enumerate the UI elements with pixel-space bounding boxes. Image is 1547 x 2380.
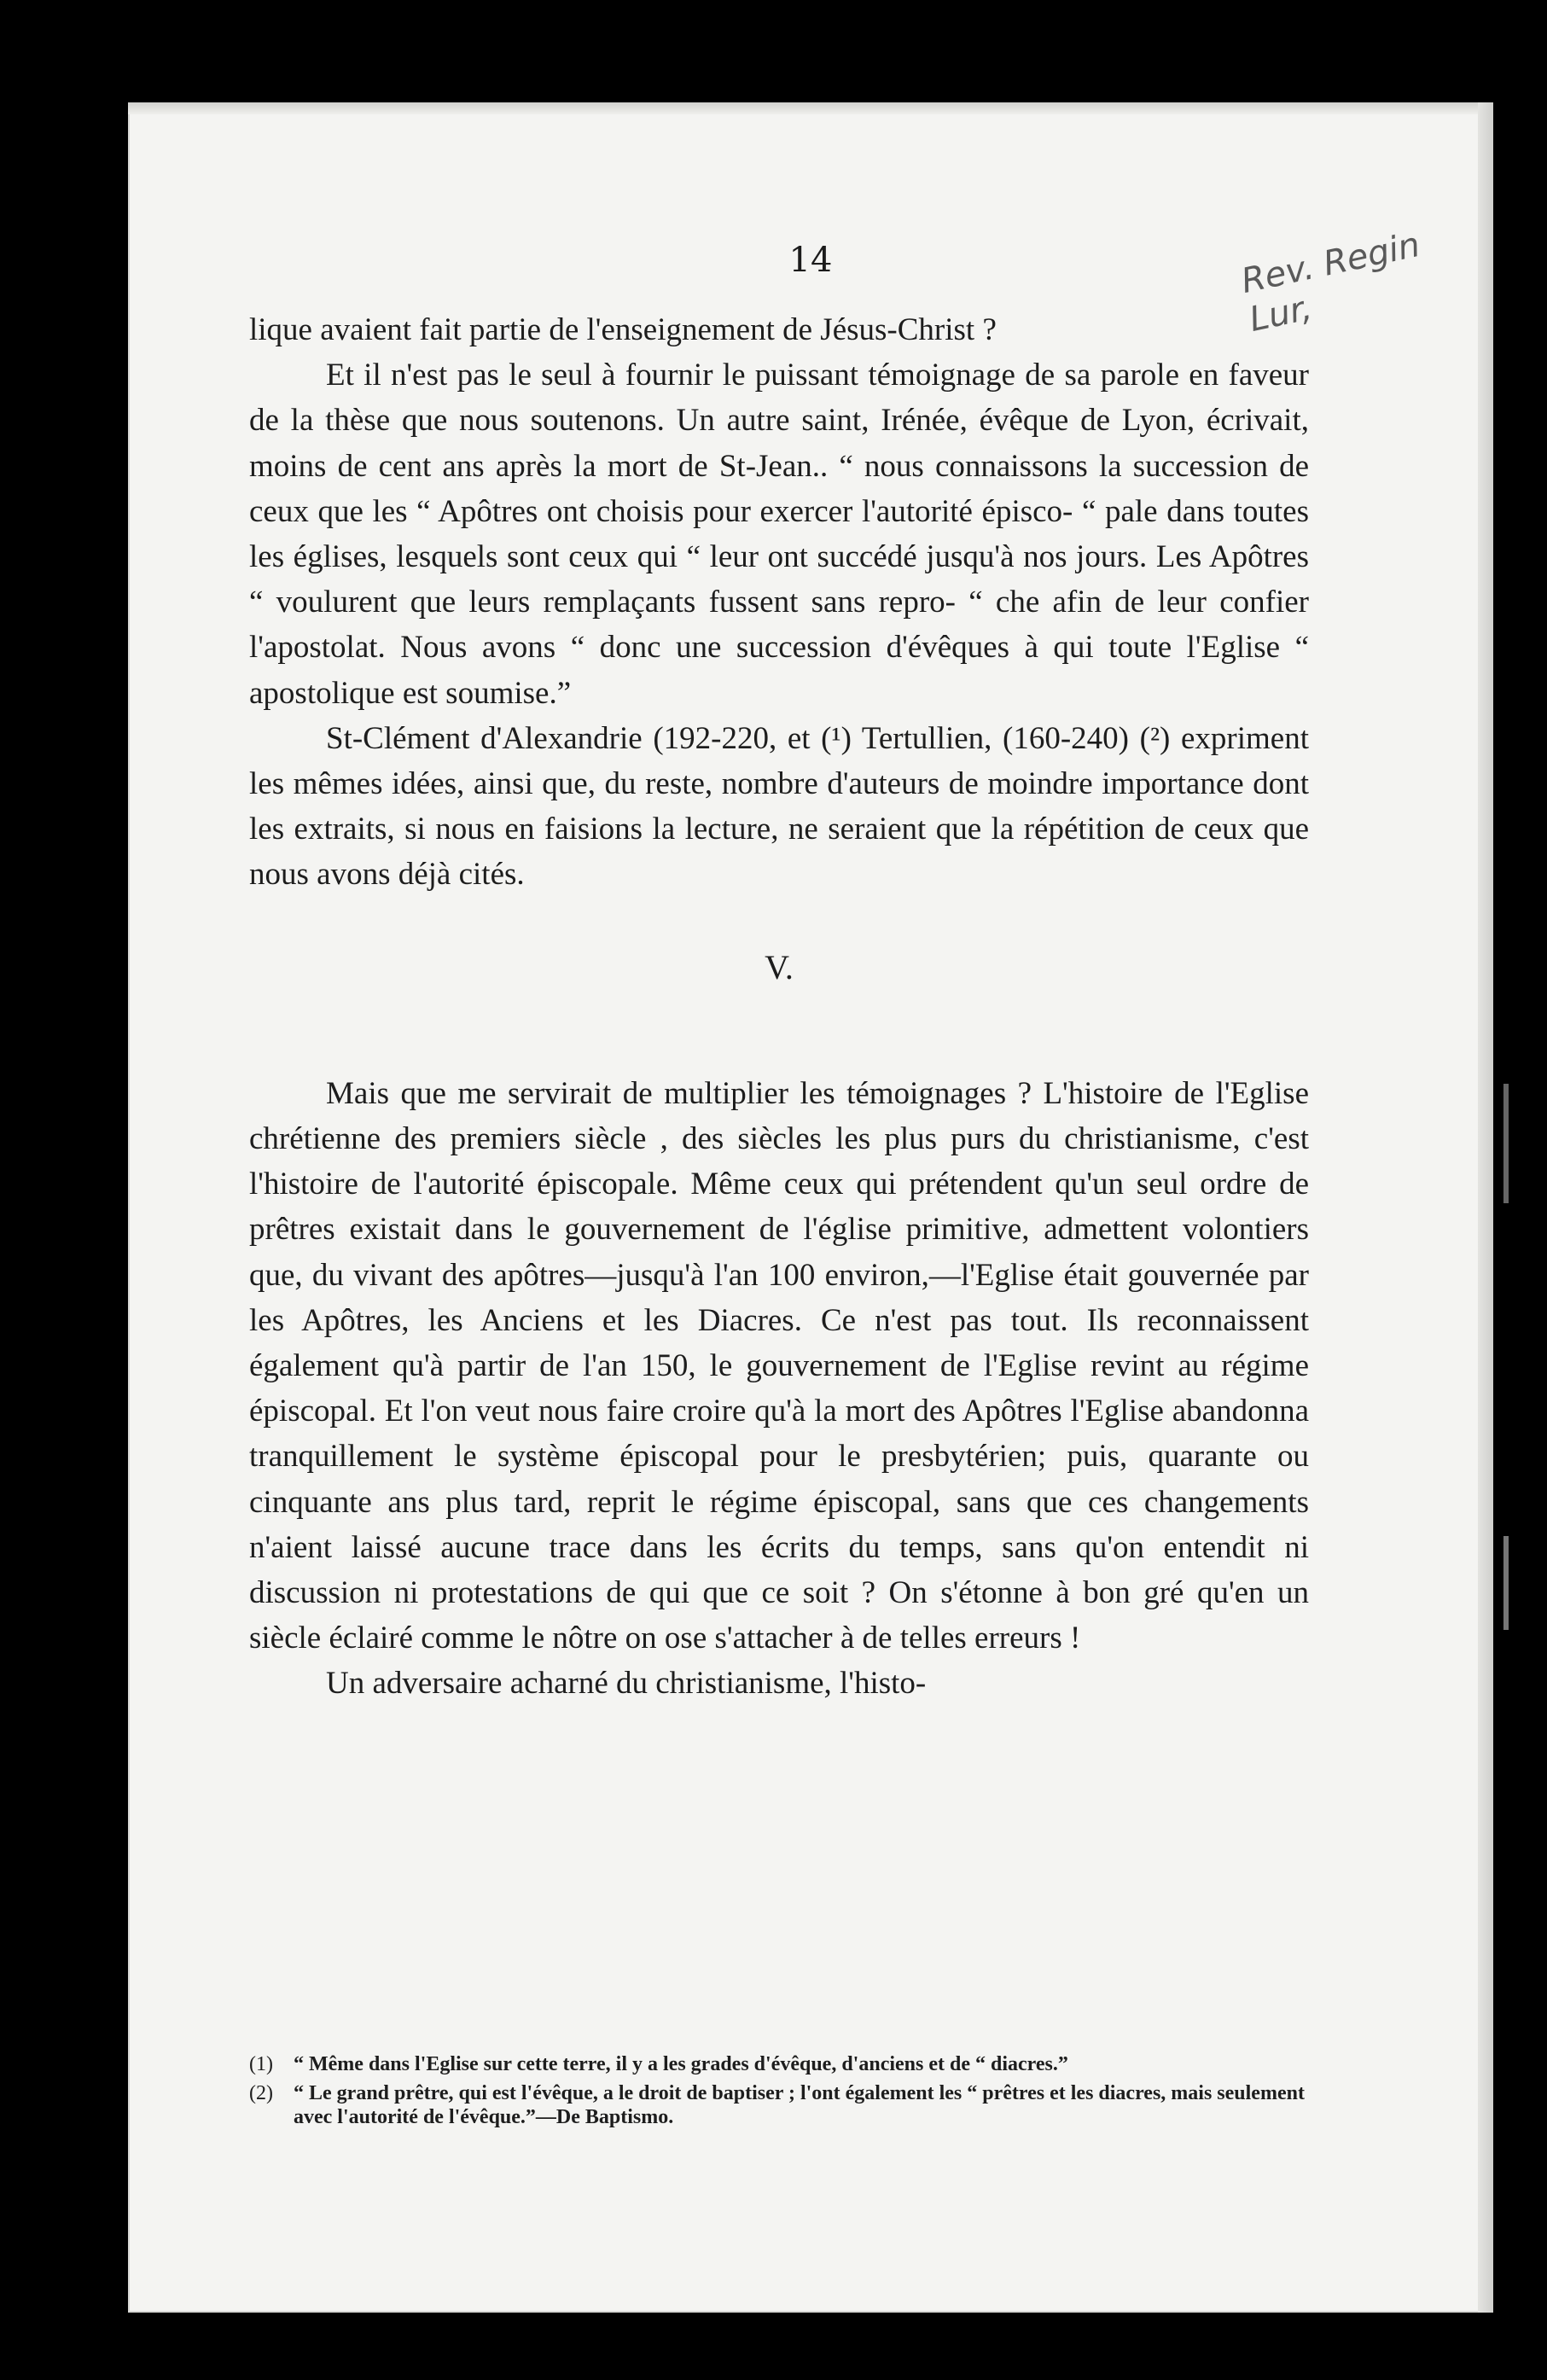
scan-artifact bbox=[1503, 1084, 1509, 1203]
footnote-marker: (1) bbox=[249, 2053, 273, 2075]
handwritten-margin-note: Rev. Regin Lur, bbox=[1237, 224, 1423, 340]
paragraph-2: Et il n'est pas le seul à fournir le puissant témoignage de sa parole en faveur de la thèse que nous soutenons. Un autre saint, Irénée, évêque de Lyon, écrivait, moins de cent ans après la mort de St-Jean.. “ nous connaissons la succession de ceux que les “ Apôtres ont choisis pour exercer l'autorité épisco- “ pale dans toutes les églises, lesquels sont ceux qui “ leur ont succédé jusqu'à nos jours. Les Apôtres “ voulurent que leurs remplaçants fussent sans repro- “ che afin de leur confier l'apostolat. Nous avons “ donc une succession d'évêques à qui toute l'Eglise “ apostolique est soumise.” bbox=[249, 358, 1309, 711]
paragraph-1: lique avaient fait partie de l'enseignement de Jésus-Christ ? bbox=[249, 312, 997, 347]
footnote bbox=[249, 2081, 1324, 2129]
page-right-edge bbox=[1478, 102, 1493, 2313]
section-heading: V. bbox=[765, 947, 794, 986]
footnote-text: “ Même dans l'Eglise sur cette terre, il y a les grades d'évêque, d'anciens et de “ diacres.” bbox=[294, 2053, 1068, 2075]
paragraph-5: Un adversaire acharné du christianisme, l'histo- bbox=[326, 1666, 927, 1702]
scan-artifact bbox=[1503, 1536, 1509, 1630]
page-number: 14 bbox=[788, 241, 833, 280]
footnotes bbox=[249, 2052, 1324, 2134]
paragraph-3: St-Clément d'Alexandrie (192-220, et (¹) Tertullien, (160-240) (²) expriment les mêmes idées, ainsi que, du reste, nombre d'auteurs de moindre importance dont les extraits, si nous en faisions la lecture, ne seraient que la répétition de ceux que nous avons déjà cités. bbox=[249, 720, 1309, 893]
body-text bbox=[249, 307, 1309, 1707]
page-top-edge bbox=[128, 102, 1493, 114]
paragraph-4: Mais que me servirait de multiplier les témoignages ? L'histoire de l'Eglise chrétienne des premiers siècle , des siècles les plus purs du christianisme, c'est l'histoire de l'autorité épiscopale. Même ceux qui prétendent qu'un seul ordre de prêtres existait dans le gouvernement de l'église primitive, admettent volontiers que, du vivant des apôtres—jusqu'à l'an 100 environ,—l'Eglise était gouvernée par les Apôtres, les Anciens et les Diacres. Ce n'est pas tout. Ils reconnaissent également qu'à partir de l'an 150, le gouvernement de l'Eglise revint au régime épiscopal. Et l'on veut nous faire croire qu'à la mort des Apôtres l'Eglise abandonna tranquillement le système épiscopal pour le presbytérien; puis, quarante ou cinquante ans plus tard, reprit le régime épiscopal, sans que ces changements n'aient laissé aucune trace dans les écrits du temps, sans qu'on entendit ni discussion ni protestations de qui que ce soit ? On s'étonne à bon gré qu'en un siècle éclairé comme le nôtre on ose s'attacher à de telles erreurs ! bbox=[249, 1075, 1309, 1656]
footnote-marker: (2) bbox=[249, 2082, 273, 2104]
footnote-text: “ Le grand prêtre, qui est l'évêque, a le droit de baptiser ; l'ont également les “ prêtres et les diacres, mais seulement avec l'autorité de l'évêque.”—De Baptismo. bbox=[294, 2082, 1305, 2128]
footnote bbox=[249, 2052, 1324, 2076]
